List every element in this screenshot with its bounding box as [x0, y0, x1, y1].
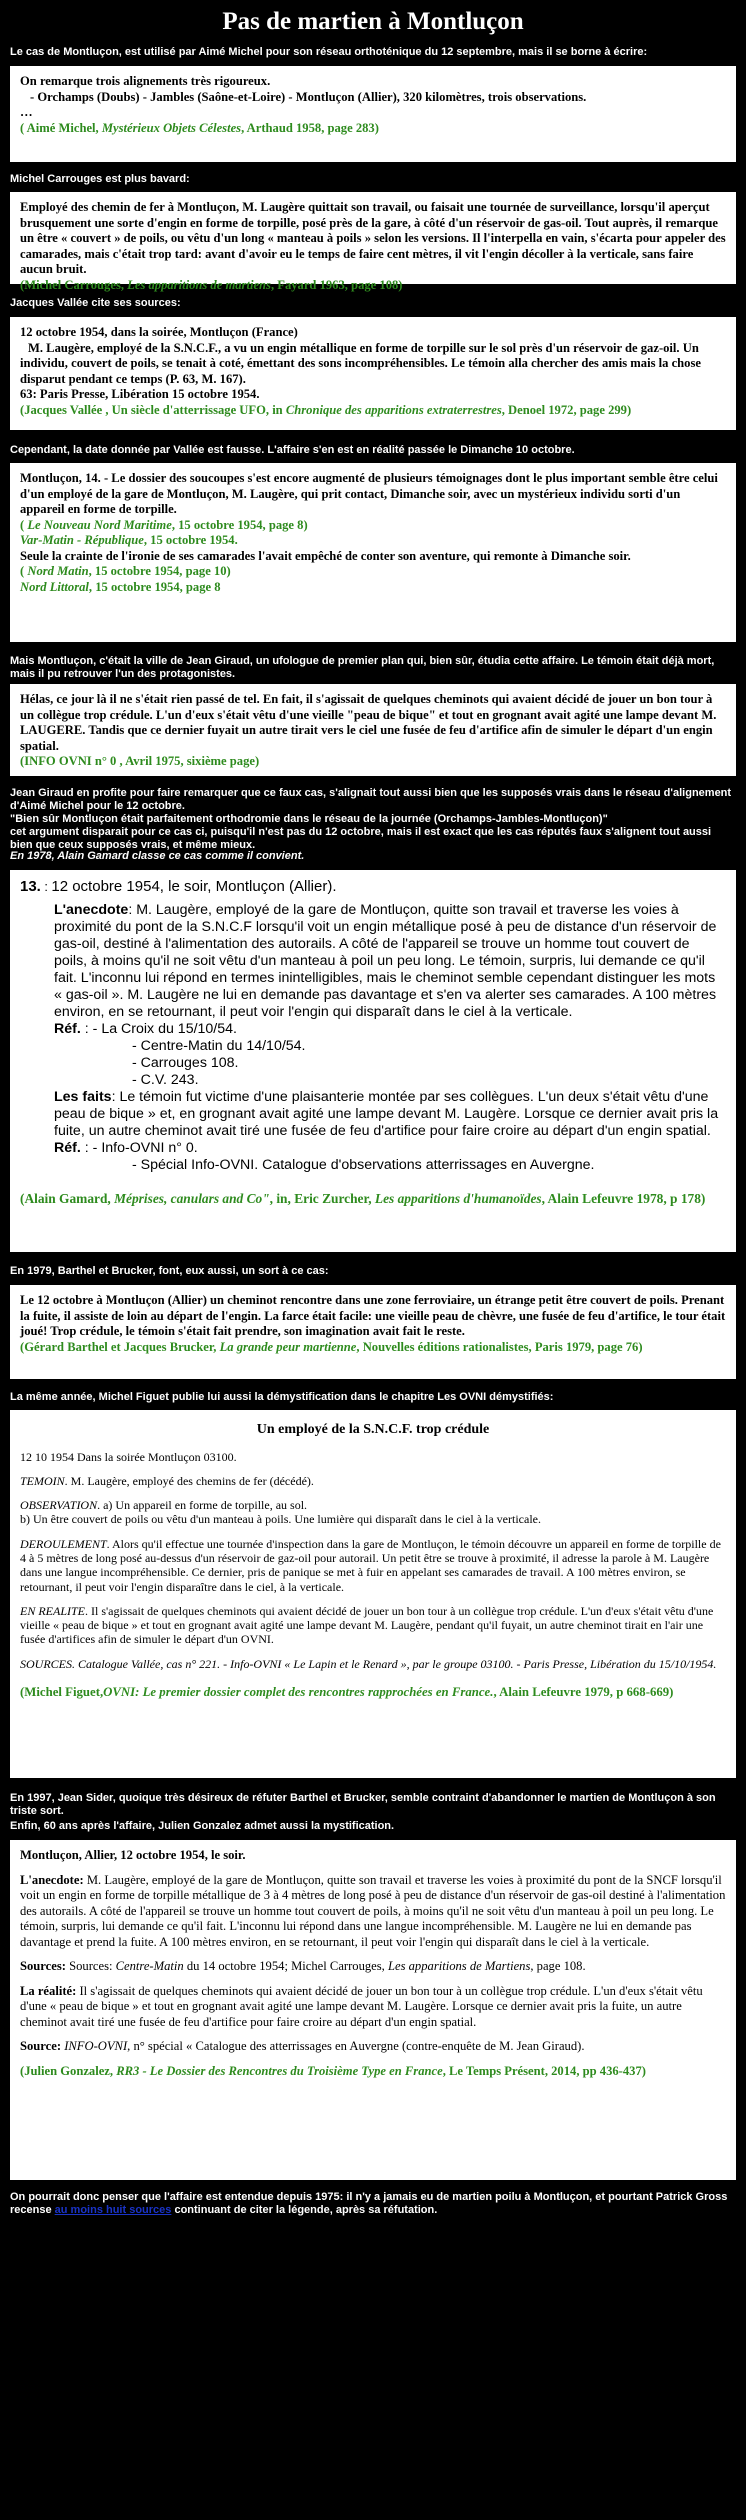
giraud-note: [10, 787, 736, 852]
source-citation: (Julien Gonzalez, RR3 - Le Dossier des Rencontres du Troisième Type en France, Le Temps Présent, 2014, pp 436-437): [20, 2063, 646, 2078]
page-title: Pas de martien à Montluçon: [222, 8, 524, 35]
giraud-intro: Mais Montluçon, c'était la ville de Jean Giraud, un ufologue de premier plan qui, bien sûr, étudia cette affaire. Le témoin était déjà mort, mais il pu retrouver l'un des protagonistes.: [10, 655, 715, 680]
date-correction: Cependant, la date donnée par Vallée est fausse. L'affaire s'en est en réalité passée le Dimanche 10 octobre.: [10, 444, 575, 456]
carrouges-quote: [10, 192, 736, 292]
source-citation: ( Aimé Michel, Mystérieux Objets Célestes, Arthaud 1958, page 283): [20, 120, 379, 135]
gamard-quote: 13. : 12 octobre 1954, le soir, Montluçon (Allier). L'anecdote: M. Laugère, employé de la gare de Montluçon, quitte son travail et traverse les voies à proximité du pont de la S.N.C.F lorsqu'il voit un engin métallique posé à peu de distance d'un réservoir de gas-oil, destiné à l'alimentation des autorails. A côté de l'appareil se trouve un homme tout couvert de poils, à moins qu'il ne soit vêtu d'un manteau à poil un peu long. Le témoin, surpris, lui demande ce qu'il fait. L'inconnu lui répond en termes inintelligibles, mais le cheminot semble cependant distinguer les mots « gas-oil ». M. Laugère ne lui en demande pas davantage et s'en va alerter ses camarades. A 100 mètres environ, en se retournant, il peut voir l'engin qui disparaît dans le ciel à la verticale. Réf. : - La Croix du 15/10/54. - Centre-Matin du 14/10/54. - Carrouges 108. - C.V. 243. Les faits: Le témoin fut victime d'une plaisanterie montée par ses collègues. L'un deux s'était vêtu d'une peau de bique » et, en grognant avait agité une lampe devant M. Laugère. Lorsque ce dernier avait pris la fuite, un autre cheminot avait tiré une fusée de feu d'artifice pour faire croire au départ d'un engin spatial. Réf. : - Info-OVNI n° 0. - Spécial Info-OVNI. Catalogue d'observations atterrissages en Auvergne. (Alain Gamard, Méprises, canulars and Co", in, Eric Zurcher, Les apparitions d'humanoïdes, Alain Lefeuvre 1978, p 178): [10, 870, 736, 1252]
reference-item: - Spécial Info-OVNI. Catalogue d'observations atterrissages en Auvergne.: [132, 1156, 595, 1173]
reference-item: - Centre-Matin du 14/10/54.: [132, 1037, 306, 1054]
quote-text: Hélas, ce jour là il ne s'était rien passé de tel. En fait, il s'agissait de quelques cheminots qui avaient décidé de jouer un bon tour à un collègue trop crédule. L'un d'eux s'était vêtu d'une vieille "peau de bique" et tout en grognant avait agité une lampe devant M. LAUGERE. Tandis que ce dernier fuyait un autre tirait vers le ciel une fusée de feu d'artifice afin de simuler le départ d'un engin spatial.: [20, 692, 717, 753]
source-citation: Var-Matin - République, 15 octobre 1954.: [20, 533, 238, 547]
anecdote: L'anecdote: M. Laugère, employé de la gare de Montluçon, quitte son travail et traverse les voies à proximité du pont de la S.N.C.F lorsqu'il voit un engin métallique posé à peu de distance d'un réservoir de gas-oil, destiné à l'alimentation des autorails. A côté de l'appareil se trouve un homme tout couvert de poils, à moins qu'il ne soit vêtu d'un manteau à poil un peu long. Le témoin, surpris, lui demande ce qu'il fait. L'inconnu lui répond en termes inintelligibles, mais le cheminot semble cependant distinguer les mots « gas-oil ». M. Laugère ne lui en demande pas davantage et s'en va alerter ses camarades. A 100 mètres environ, en se retournant, il peut voir l'engin qui disparaît dans le ciel à la verticale.: [54, 901, 717, 1020]
witness: TEMOIN. M. Laugère, employé des chemins de fer (décédé).: [20, 1473, 314, 1488]
gonzalez-quote: [10, 1840, 736, 2180]
observation: OBSERVATION. a) Un appareil en forme de torpille, au sol. b) Un être couvert de poils ou vêtu d'un manteau à poils. Une lumière qui disparaît dans le ciel à la verticale.: [20, 1498, 541, 1527]
barthel-quote: [10, 1285, 736, 1379]
source-citation: Nord Littoral, 15 octobre 1954, page 8: [20, 579, 221, 594]
entry-date: 12 10 1954 Dans la soirée Montluçon 03100.: [20, 1449, 237, 1464]
ellipsis: …: [20, 105, 33, 119]
narrative: DEROULEMENT. Alors qu'il effectue une tournée d'inspection dans la gare de Montluçon, le témoin découvre un appareil en forme de torpille de 4 à 5 mètres de long posé au-dessus d'un réservoir de gaz-oil pour autorail. Un petit être se trouve à proximité, il adresse la parole à M. Laugère dans une langue incompréhensible. Ce dernier, pris de panique se met à fuir en appelant ses camarades de travail. A 100 mètres environ, se retournant, il peut voir l'engin disparaître dans le ciel, à la verticale.: [20, 1536, 721, 1594]
figuet-intro: La même année, Michel Figuet publie lui aussi la démystification dans le chapitre Les OVNI démystifiés:: [10, 1391, 554, 1403]
gamard-intro: En 1978, Alain Gamard classe ce cas comme il convient.: [10, 850, 305, 862]
barthel-intro: En 1979, Barthel et Brucker, font, eux aussi, un sort à ce cas:: [10, 1265, 329, 1277]
info-ovni-quote: [10, 684, 736, 776]
reference-item: - Carrouges 108.: [132, 1054, 239, 1071]
source-citation: ( Nord Matin, 15 octobre 1954, page 10): [20, 564, 231, 578]
quote-heading: 12 octobre 1954, dans la soirée, Montluçon (France): [20, 325, 298, 339]
quote-line: - Orchamps (Doubs) - Jambles (Saône-et-Loire) - Montluçon (Allier), 320 kilomètres, trois observations.: [30, 89, 587, 104]
entry-number: 13.: [20, 878, 41, 895]
note-line: cet argument disparait pour ce cas ci, puisqu'il n'est pas du 12 octobre, mais il est exact que les cas réputés faux s'alignent tout aussi bien que ceux supposés vrais, et même mieux.: [10, 826, 712, 851]
entry-heading: Un employé de la S.N.C.F. trop crédule: [256, 1422, 490, 1437]
quote-text: Montluçon, 14. - Le dossier des soucoupes s'est encore augmenté de plusieurs témoignages dont le plus important semble être celui d'un employé de la gare de Montluçon, M. Laugère, qui prit contact, Dimanche soir, avec un mystérieux individu sorti d'un appareil en forme de torpille.: [20, 471, 718, 516]
references: Réf. : - La Croix du 15/10/54.: [54, 1020, 237, 1037]
source-citation: (Alain Gamard, Méprises, canulars and Co", in, Eric Zurcher, Les apparitions d'humanoïdes, Alain Lefeuvre 1978, p 178): [20, 1190, 706, 1206]
quote-refs: 63: Paris Presse, Libération 15 octobre 1954.: [20, 387, 260, 401]
vallee-quote: [10, 317, 736, 430]
quote-text: Seule la crainte de l'ironie de ses camarades l'avait empêché de conter son aventure, qui remonte à Dimanche soir.: [20, 548, 631, 563]
quote-line: On remarque trois alignements très rigoureux.: [20, 74, 271, 88]
aime-michel-intro: Le cas de Montluçon, est utilisé par Aimé Michel pour son réseau orthoténique du 12 septembre, mais il se borne à écrire:: [10, 46, 648, 58]
entry-heading: Montluçon, Allier, 12 octobre 1954, le soir.: [20, 1848, 246, 1862]
quote-text: M. Laugère, employé de la S.N.C.F., a vu un engin métallique en forme de torpille sur le sol près d'un réservoir de gaz-oil. Un individu, couvert de poils, se tenait à coté, émettant des sons incompréhensibles. Le témoin alla chercher des amis mais la chose disparut pendant ce temps (P. 63, M. 167).: [20, 340, 701, 386]
sources: Sources: Sources: Centre-Matin du 14 octobre 1954; Michel Carrouges, Les apparitions de Martiens, page 108.: [20, 1959, 586, 1973]
newspaper-quote: [10, 463, 736, 642]
vallee-intro: Jacques Vallée cite ses sources:: [10, 297, 181, 309]
source: Source: INFO-OVNI, n° spécial « Catalogue des atterrissages en Auvergne (contre-enquête de M. Jean Giraud).: [20, 2039, 585, 2053]
quote-text: Employé des chemin de fer à Montluçon, M. Laugère quittait son travail, ou faisait une tournée de surveillance, lorsqu'il aperçut brusquement une sorte d'engin en forme de torpille, posé près de la gare, à côté d'un réservoir de gas-oil. Tout auprès, il remarque un être « couvert » de poils, ou vêtu d'un long « manteau à poils » selon les versions. Il l'interpella en vain, s'écarta pour appeler des camarades, mais c'était trop tard: avant d'avoir eu le temps de faire cent mètres, il vit l'engin décoller à la verticale, sans faire aucun bruit.: [20, 200, 726, 276]
reference-item: - C.V. 243.: [132, 1071, 199, 1088]
entry-heading: 12 octobre 1954, le soir, Montluçon (Allier).: [51, 878, 337, 895]
source-citation: (Jacques Vallée , Un siècle d'atterrissage UFO, in Chronique des apparitions extraterrestres, Denoel 1972, page 299): [20, 402, 632, 417]
sources-link[interactable]: au moins huit sources: [54, 2204, 172, 2216]
reality: EN REALITE. Il s'agissait de quelques cheminots qui avaient décidé de jouer un bon tour à un collègue trop crédule. L'un d'eux s'était vêtu d'une vieille « peau de bique » et tout en grognant avait agité une lampe devant M. Laugère, pendant qu'il fuyait, un autre cheminot tirait en l'air une fusée d'artifices afin de simuler le départ d'un OVNI.: [20, 1603, 714, 1647]
source-citation: ( Le Nouveau Nord Maritime, 15 octobre 1954, page 8): [20, 517, 308, 532]
quote-text: Le 12 octobre à Montluçon (Allier) un cheminot rencontre dans une zone ferroviaire, un étrange petit être couvert de poils. Prenant la fuite, il assiste de loin au départ de l'engin. La farce était facile: une vieille peau de chèvre, une fusée de feu d'artifice, le tour était joué! Trop crédule, le témoin s'était fait prendre, son imagination avait fait le reste.: [20, 1293, 726, 1338]
source-citation: (INFO OVNI n° 0 , Avril 1975, sixième page): [20, 754, 260, 768]
source-citation: (Michel Figuet,OVNI: Le premier dossier complet des rencontres rapprochées en France., Alain Lefeuvre 1979, p 668-669): [20, 1685, 674, 1700]
sider-note: En 1997, Jean Sider, quoique très désireux de réfuter Barthel et Brucker, semble contraint d'abandonner le martien de Montluçon à son triste sort.: [10, 1792, 716, 1817]
source-citation: (Michel Carrouges, Les apparitions de martiens, Fayard 1963, page 108): [20, 277, 403, 292]
source-citation: (Gérard Barthel et Jacques Brucker, La grande peur martienne, Nouvelles éditions rationalistes, Paris 1979, page 76): [20, 1339, 643, 1354]
facts: Les faits: Le témoin fut victime d'une plaisanterie montée par ses collègues. L'un deux s'était vêtu d'une peau de bique » et, en grognant avait agité une lampe devant M. Laugère. Lorsque ce dernier avait pris la fuite, un autre cheminot avait tiré une fusée de feu d'artifice pour faire croire au départ d'un engin spatial.: [54, 1088, 719, 1139]
aime-michel-quote: [10, 66, 736, 162]
conclusion: On pourrait donc penser que l'affaire est entendue depuis 1975: il n'y a jamais eu de martien poilu à Montluçon, et pourtant Patrick Gross recense au moins huit sources continuant de citer la légende, après sa réfutation.: [10, 2191, 728, 2216]
gonzalez-intro: Enfin, 60 ans après l'affaire, Julien Gonzalez admet aussi la mystification.: [10, 1820, 395, 1832]
carrouges-intro: Michel Carrouges est plus bavard:: [10, 173, 190, 185]
note-line: Jean Giraud en profite pour faire remarquer que ce faux cas, s'alignait tout aussi bien que les supposés vrais dans le réseau d'alignement d'Aimé Michel pour le 12 octobre.: [10, 787, 732, 812]
note-line: "Bien sûr Montluçon était parfaitement orthodromie dans le réseau de la journée (Orchamps-Jambles-Montluçon)": [10, 813, 608, 825]
anecdote: L'anecdote: M. Laugère, employé de la gare de Montluçon, quitte son travail et traverse les voies à proximité du pont de la SNCF lorsqu'il voit un engin en forme de torpille métallique de 3 à 4 mètres de long posé à peu de distance d'un réservoir de gas-oil destiné à l'alimentation des autorails. A côté de l'appareil se trouve un homme tout couvert de poils, à moins qu'il ne soit vêtu d'un manteau à poil un peu long. Le témoin, surpris, lui demande ce qu'il fait. L'inconnu lui répond dans une langue incompréhensible. M. Laugère ne lui en demande pas davantage et prend la fuite. A 100 mètres environ, en se retournant, il peut voir l'engin qui disparaît dans le ciel à la verticale.: [20, 1872, 726, 1949]
sources: SOURCES. Catalogue Vallée, cas n° 221. - Info-OVNI « Le Lapin et le Renard », par le groupe 03100. - Paris Presse, Libération du 15/10/1954.: [20, 1656, 717, 1671]
figuet-quote: [10, 1410, 736, 1778]
references: Réf. : - Info-OVNI n° 0.: [54, 1139, 198, 1156]
reality: La réalité: Il s'agissait de quelques cheminots qui avaient décidé de jouer un bon tour à un collègue trop crédule. L'un d'eux s'était vêtu d'une « peau de bique » et tout en grognant avait agité une lampe devant M. Laugère. Lorsque ce dernier avait pris la fuite, un autre cheminot avait tiré une fusée de feu d'artifice pour faire croire au départ d'un engin spatial.: [20, 1983, 703, 2029]
